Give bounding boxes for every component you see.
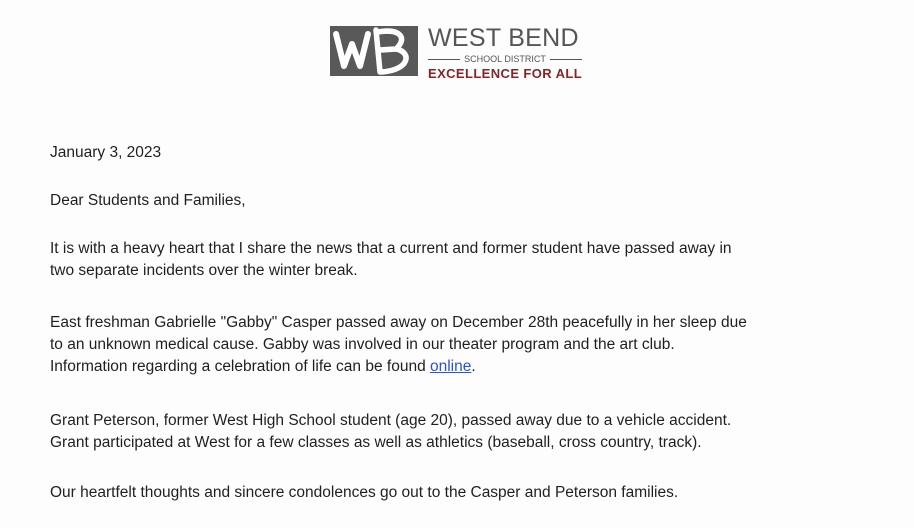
paragraph-line <box>50 356 870 378</box>
paragraph-4 <box>50 482 870 504</box>
paragraph-line: East freshman Gabrielle "Gabby" Casper passed away on December 28th peacefully in her sleep due <box>50 314 747 331</box>
paragraph-text: . <box>471 358 476 375</box>
paragraph-line: Grant participated at West for a few classes as well as athletics (baseball, cross country, track). <box>50 434 702 451</box>
district-subtitle <box>428 53 582 65</box>
celebration-of-life-link[interactable]: online <box>430 358 472 375</box>
subtitle-rule-left <box>428 59 460 60</box>
district-motto: EXCELLENCE FOR ALL <box>428 66 583 81</box>
date-text: January 3, 2023 <box>50 144 162 161</box>
paragraph-3 <box>50 410 870 454</box>
paragraph-2 <box>50 312 870 378</box>
paragraph-line: It is with a heavy heart that I share the news that a current and former student have passed away in <box>50 240 732 257</box>
salutation-text: Dear Students and Families, <box>50 192 246 209</box>
district-logo <box>330 22 418 80</box>
paragraph-line: Our heartfelt thoughts and sincere condolences go out to the Casper and Peterson families. <box>50 484 679 501</box>
paragraph-line: two separate incidents over the winter break. <box>50 262 358 279</box>
paragraph-line: Grant Peterson, former West High School student (age 20), passed away due to a vehicle accident. <box>50 412 732 429</box>
paragraph-line: to an unknown medical cause. Gabby was involved in our theater program and the art club. <box>50 336 675 353</box>
district-name: WEST BEND <box>428 24 579 52</box>
district-subtitle-text: SCHOOL DISTRICT <box>464 54 546 64</box>
paragraph-text: Information regarding a celebration of life can be found <box>50 358 430 375</box>
letterhead <box>330 22 590 86</box>
letter-salutation <box>50 190 870 212</box>
letter-date <box>50 142 870 164</box>
subtitle-rule-right <box>550 59 582 60</box>
paragraph-1 <box>50 238 870 282</box>
